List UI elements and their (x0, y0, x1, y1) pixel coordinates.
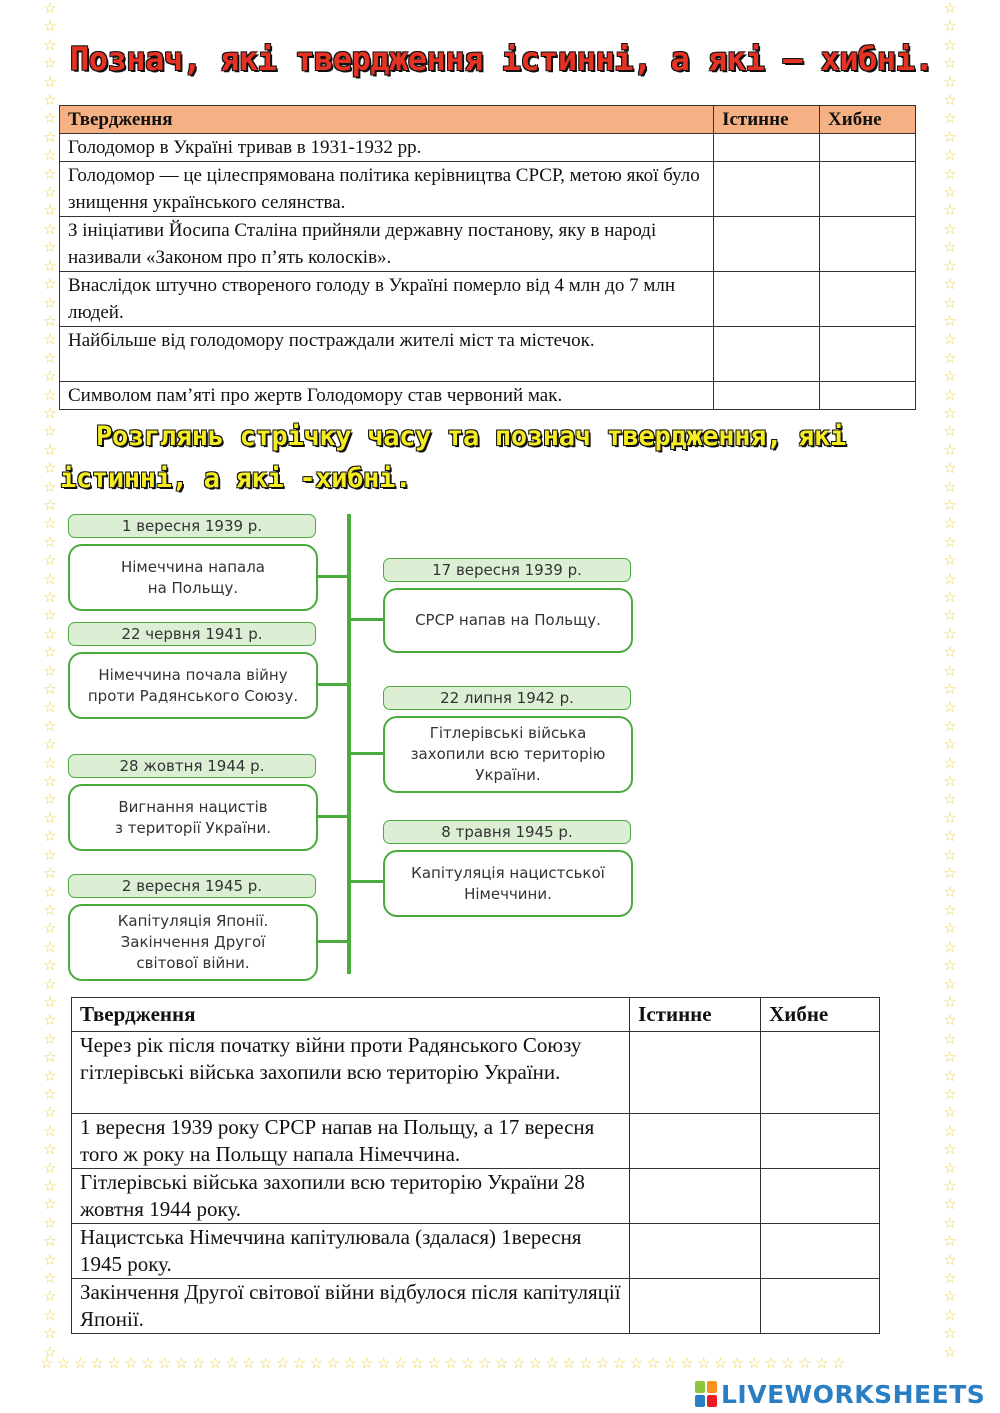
star-icon: ☆ (43, 1289, 57, 1306)
star-icon: ☆ (943, 884, 957, 901)
statement-text: Закінчення Другої світової війни відбулося після капітуляції Японії. (72, 1279, 630, 1334)
star-icon: ☆ (43, 1215, 57, 1232)
star-icon: ☆ (943, 553, 957, 570)
true-answer-cell[interactable] (714, 272, 820, 327)
true-answer-cell[interactable] (630, 1279, 761, 1334)
star-icon: ☆ (943, 902, 957, 919)
star-icon: ☆ (43, 295, 57, 312)
star-icon: ☆ (43, 608, 57, 625)
star-icon: ☆ (43, 921, 57, 938)
true-answer-cell[interactable] (714, 134, 820, 162)
star-icon: ☆ (943, 810, 957, 827)
statement-text: Через рік після початку війни проти Радянського Союзу гітлерівські війська захопили всю територію України. (72, 1032, 630, 1114)
timeline-event: Вигнання нацистів з території України. (68, 784, 318, 851)
star-icon: ☆ (43, 534, 57, 551)
star-icon: ☆ (943, 405, 957, 422)
table-row (72, 1169, 880, 1224)
star-icon: ☆ (43, 737, 57, 754)
star-icon: ☆ (43, 221, 57, 238)
star-icon: ☆ (943, 461, 957, 478)
timeline-date: 28 жовтня 1944 р. (68, 754, 316, 778)
statement-text: Внаслідок штучно створеного голоду в Україні померло від 4 млн до 7 млн людей. (60, 272, 714, 327)
star-icon: ☆ (943, 958, 957, 975)
star-icon: ☆ (43, 203, 57, 220)
star-icon: ☆ (43, 902, 57, 919)
timeline-connector (349, 752, 385, 755)
table-row (60, 272, 916, 327)
star-icon: ☆ (43, 553, 57, 570)
logo-icon (695, 1381, 717, 1407)
star-icon: ☆ (43, 1234, 57, 1251)
star-icon: ☆ (943, 994, 957, 1011)
star-icon: ☆ (43, 258, 57, 275)
statement-text: Нацистська Німеччина капітулювала (здалася) 1вересня 1945 року. (72, 1224, 630, 1279)
statement-text: Гітлерівські війська захопили всю територію України 28 жовтня 1944 року. (72, 1169, 630, 1224)
timeline-connector (349, 880, 385, 883)
star-icon: ☆ (943, 93, 957, 110)
star-icon: ☆ (43, 994, 57, 1011)
star-icon: ☆ (43, 1326, 57, 1343)
star-icon: ☆ (43, 755, 57, 772)
star-icon: ☆ (43, 461, 57, 478)
star-icon: ☆ (943, 1123, 957, 1140)
star-icon: ☆ (943, 221, 957, 238)
star-icon: ☆ (43, 866, 57, 883)
star-icon: ☆ (43, 387, 57, 404)
page-title: Познач, які твердження істинні, а які – хибні. (70, 40, 934, 78)
true-answer-cell[interactable] (630, 1169, 761, 1224)
true-answer-cell[interactable] (714, 217, 820, 272)
timeline-event: СРСР напав на Польщу. (383, 588, 633, 653)
table-row (72, 1279, 880, 1334)
star-icon: ☆ (943, 1234, 957, 1251)
star-icon: ☆ (43, 332, 57, 349)
star-icon: ☆ (943, 1068, 957, 1085)
timeline-event: Капітуляція Японії. Закінчення Другої світової війни. (68, 904, 318, 981)
statement-text: Найбільше від голодомору постраждали жителі міст та містечок. (60, 327, 714, 382)
false-answer-cell[interactable] (820, 272, 916, 327)
star-icon: ☆ (943, 792, 957, 809)
star-icon: ☆ (943, 442, 957, 459)
star-icon: ☆ (43, 1160, 57, 1177)
star-border-left (42, 0, 58, 1362)
star-icon: ☆ (943, 774, 957, 791)
timeline-date: 17 вересня 1939 р. (383, 558, 631, 582)
star-icon: ☆ (943, 1, 957, 17)
star-icon: ☆ (943, 129, 957, 146)
timeline-connector (349, 618, 385, 621)
star-icon: ☆ (43, 939, 57, 956)
star-icon: ☆ (943, 148, 957, 165)
column-header-statement: Твердження (60, 106, 714, 134)
star-icon: ☆ (43, 74, 57, 91)
star-icon: ☆ (943, 19, 957, 36)
statement-text: З ініціативи Йосипа Сталіна прийняли державну постанову, яку в народі називали «Законом про п’ять колосків». (60, 217, 714, 272)
timeline-event: Гітлерівські війська захопили всю територію України. (383, 716, 633, 793)
star-icon: ☆ (43, 1, 57, 17)
star-icon: ☆ (943, 976, 957, 993)
timeline-event: Німеччина напала на Польщу. (68, 544, 318, 611)
table-row (72, 1224, 880, 1279)
star-icon: ☆ (943, 755, 957, 772)
star-icon: ☆ (43, 958, 57, 975)
star-icon: ☆ (943, 332, 957, 349)
star-border-bottom: ☆☆☆☆☆☆☆☆☆☆☆☆☆☆☆☆☆☆☆☆☆☆☆☆☆☆☆☆☆☆☆☆☆☆☆☆☆☆☆☆☆☆☆☆☆☆☆☆ (40, 1356, 849, 1372)
timeline-date: 22 червня 1941 р. (68, 622, 316, 646)
true-answer-cell[interactable] (630, 1032, 761, 1114)
star-icon: ☆ (943, 847, 957, 864)
brand-name: LIVEWORKSHEETS (721, 1379, 986, 1409)
star-icon: ☆ (43, 129, 57, 146)
star-icon: ☆ (43, 1013, 57, 1030)
star-icon: ☆ (43, 277, 57, 294)
star-icon: ☆ (943, 921, 957, 938)
star-icon: ☆ (43, 663, 57, 680)
star-icon: ☆ (943, 111, 957, 128)
star-icon: ☆ (43, 479, 57, 496)
column-header-statement: Твердження (72, 998, 630, 1032)
star-icon: ☆ (943, 571, 957, 588)
star-icon: ☆ (943, 74, 957, 91)
star-icon: ☆ (43, 313, 57, 330)
statement-text: Голодомор — це цілеспрямована політика керівництва СРСР, метою якої було знищення українського селянства. (60, 162, 714, 217)
star-icon: ☆ (43, 497, 57, 514)
instruction-line-2: істинні, а які -хибні. (60, 463, 412, 494)
star-icon: ☆ (43, 424, 57, 441)
true-answer-cell[interactable] (714, 162, 820, 217)
star-icon: ☆ (43, 1252, 57, 1269)
star-icon: ☆ (943, 240, 957, 257)
star-icon: ☆ (943, 1289, 957, 1306)
star-icon: ☆ (943, 387, 957, 404)
timeline-date: 8 травня 1945 р. (383, 820, 631, 844)
timeline-connector (316, 683, 349, 686)
star-icon: ☆ (43, 700, 57, 717)
star-icon: ☆ (943, 37, 957, 54)
false-answer-cell[interactable] (761, 1032, 880, 1114)
star-icon: ☆ (43, 571, 57, 588)
star-icon: ☆ (43, 1307, 57, 1324)
star-icon: ☆ (43, 829, 57, 846)
star-icon: ☆ (943, 258, 957, 275)
star-icon: ☆ (43, 626, 57, 643)
star-icon: ☆ (43, 405, 57, 422)
timeline-connector (316, 575, 349, 578)
true-answer-cell[interactable] (714, 327, 820, 382)
timeline-connector (316, 815, 349, 818)
star-icon: ☆ (943, 737, 957, 754)
star-icon: ☆ (43, 166, 57, 183)
instruction-line-1: Розглянь стрічку часу та познач твердження, які (96, 421, 846, 452)
false-answer-cell[interactable] (820, 327, 916, 382)
star-icon: ☆ (43, 148, 57, 165)
column-header-true: Істинне (714, 106, 820, 134)
star-icon: ☆ (943, 626, 957, 643)
table-header-row (60, 106, 916, 134)
star-icon: ☆ (943, 1307, 957, 1324)
star-icon: ☆ (943, 1252, 957, 1269)
star-icon: ☆ (943, 56, 957, 73)
star-icon: ☆ (943, 313, 957, 330)
star-icon: ☆ (43, 350, 57, 367)
false-answer-cell[interactable] (761, 1279, 880, 1334)
star-icon: ☆ (943, 1215, 957, 1232)
timeline-date: 2 вересня 1945 р. (68, 874, 316, 898)
star-icon: ☆ (943, 700, 957, 717)
statements-table-1 (59, 105, 916, 410)
statement-text: Голодомор в Україні тривав в 1931-1932 рр. (60, 134, 714, 162)
star-icon: ☆ (43, 1344, 57, 1361)
false-answer-cell[interactable] (761, 1169, 880, 1224)
star-icon: ☆ (943, 1031, 957, 1048)
table-header-row (72, 998, 880, 1032)
star-icon: ☆ (943, 718, 957, 735)
star-icon: ☆ (43, 884, 57, 901)
star-icon: ☆ (943, 829, 957, 846)
star-icon: ☆ (43, 1197, 57, 1214)
star-icon: ☆ (43, 847, 57, 864)
star-icon: ☆ (43, 1086, 57, 1103)
table-row (72, 1032, 880, 1114)
star-icon: ☆ (943, 608, 957, 625)
star-icon: ☆ (43, 645, 57, 662)
star-icon: ☆ (43, 19, 57, 36)
table-row (60, 162, 916, 217)
statement-text: Символом пам’яті про жертв Голодомору став червоний мак. (60, 382, 714, 410)
star-icon: ☆ (943, 369, 957, 386)
star-icon: ☆ (943, 277, 957, 294)
star-icon: ☆ (943, 479, 957, 496)
timeline-event: Капітуляція нацистської Німеччини. (383, 850, 633, 917)
star-icon: ☆ (943, 1142, 957, 1159)
true-answer-cell[interactable] (630, 1114, 761, 1169)
star-icon: ☆ (943, 166, 957, 183)
star-icon: ☆ (43, 810, 57, 827)
table-row (60, 217, 916, 272)
column-header-false: Хибне (761, 998, 880, 1032)
star-icon: ☆ (943, 645, 957, 662)
star-icon: ☆ (943, 1179, 957, 1195)
star-icon: ☆ (43, 56, 57, 73)
section-instruction (60, 416, 920, 500)
star-icon: ☆ (943, 1344, 957, 1361)
star-icon: ☆ (943, 185, 957, 202)
star-icon: ☆ (943, 497, 957, 514)
star-icon: ☆ (43, 1050, 57, 1067)
star-icon: ☆ (943, 1197, 957, 1214)
false-answer-cell[interactable] (761, 1224, 880, 1279)
true-answer-cell[interactable] (714, 382, 820, 410)
star-icon: ☆ (943, 1326, 957, 1343)
liveworksheets-logo (695, 1378, 985, 1410)
timeline-axis (347, 514, 351, 974)
star-icon: ☆ (943, 424, 957, 441)
timeline-date: 1 вересня 1939 р. (68, 514, 316, 538)
timeline-connector (316, 940, 349, 943)
star-icon: ☆ (43, 792, 57, 809)
table-row (60, 134, 916, 162)
star-icon: ☆ (43, 1271, 57, 1288)
timeline-event: Німеччина почала війну проти Радянського Союзу. (68, 652, 318, 719)
star-icon: ☆ (943, 663, 957, 680)
statement-text: 1 вересня 1939 року СРСР напав на Польщу, а 17 вересня того ж року на Польщу напала Німеччина. (72, 1114, 630, 1169)
true-answer-cell[interactable] (630, 1224, 761, 1279)
star-icon: ☆ (943, 1160, 957, 1177)
star-icon: ☆ (43, 111, 57, 128)
star-icon: ☆ (43, 516, 57, 533)
statements-table-2 (71, 997, 880, 1334)
star-icon: ☆ (43, 1068, 57, 1085)
star-icon: ☆ (943, 1086, 957, 1103)
star-icon: ☆ (943, 516, 957, 533)
false-answer-cell[interactable] (820, 217, 916, 272)
star-icon: ☆ (943, 866, 957, 883)
star-icon: ☆ (943, 682, 957, 699)
star-icon: ☆ (43, 93, 57, 110)
false-answer-cell[interactable] (820, 162, 916, 217)
false-answer-cell[interactable] (820, 134, 916, 162)
false-answer-cell[interactable] (761, 1114, 880, 1169)
star-icon: ☆ (943, 295, 957, 312)
false-answer-cell[interactable] (820, 382, 916, 410)
star-icon: ☆ (43, 240, 57, 257)
star-icon: ☆ (943, 534, 957, 551)
star-icon: ☆ (943, 590, 957, 606)
star-icon: ☆ (43, 682, 57, 699)
table-row (60, 327, 916, 382)
star-icon: ☆ (43, 1142, 57, 1159)
star-icon: ☆ (943, 1271, 957, 1288)
star-icon: ☆ (43, 369, 57, 386)
star-icon: ☆ (943, 1013, 957, 1030)
column-header-false: Хибне (820, 106, 916, 134)
star-icon: ☆ (43, 1105, 57, 1122)
table-row (72, 1114, 880, 1169)
star-icon: ☆ (43, 37, 57, 54)
star-icon: ☆ (43, 976, 57, 993)
star-icon: ☆ (43, 774, 57, 791)
star-border-right (942, 0, 958, 1362)
timeline-date: 22 липня 1942 р. (383, 686, 631, 710)
star-icon: ☆ (43, 1123, 57, 1140)
column-header-true: Істинне (630, 998, 761, 1032)
star-icon: ☆ (43, 442, 57, 459)
star-icon: ☆ (943, 350, 957, 367)
star-icon: ☆ (943, 1105, 957, 1122)
star-icon: ☆ (43, 1031, 57, 1048)
star-icon: ☆ (43, 590, 57, 606)
star-icon: ☆ (943, 1050, 957, 1067)
star-icon: ☆ (43, 718, 57, 735)
star-icon: ☆ (43, 185, 57, 202)
star-icon: ☆ (43, 1179, 57, 1195)
table-row (60, 382, 916, 410)
star-icon: ☆ (943, 939, 957, 956)
star-icon: ☆ (943, 203, 957, 220)
